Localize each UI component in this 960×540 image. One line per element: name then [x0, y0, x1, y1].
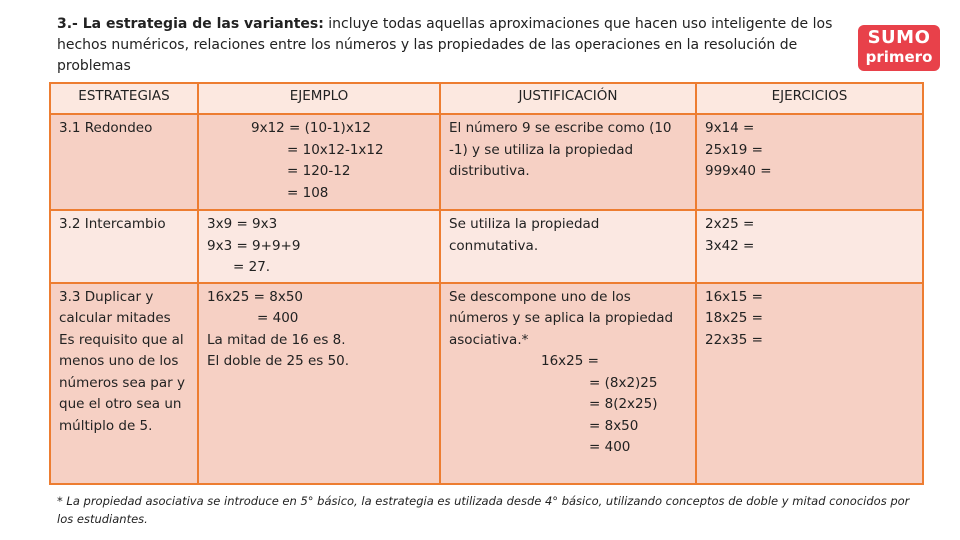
strategy-line: 3.3 Duplicar y — [59, 288, 154, 305]
strategy-text: 3.1 Redondeo — [59, 120, 153, 136]
justification-line: -1) y se utiliza la propiedad — [449, 141, 634, 158]
example-line: El doble de 25 es 50. — [207, 353, 350, 369]
justification-line: 16x25 = — [541, 353, 599, 369]
page-heading — [57, 14, 847, 77]
justification-line: números y se aplica la propiedad — [449, 310, 674, 326]
strategy-line: calcular mitades — [59, 310, 171, 326]
strategy-cell — [50, 283, 198, 484]
exercise-line: 3x42 = — [705, 237, 755, 254]
justification-cell — [440, 283, 696, 484]
exercise-line: 22x35 = — [705, 331, 763, 348]
example-line: 9x12 = (10-1)x12 — [251, 120, 371, 136]
exercise-line: 16x15 = — [705, 288, 763, 305]
justification-line: El número 9 se escribe como (10 — [449, 120, 672, 136]
justification-line: = 8(2x25) — [589, 396, 658, 412]
strategy-line: múltiplo de 5. — [59, 417, 153, 434]
justification-line: conmutativa. — [449, 237, 539, 254]
table-row — [50, 210, 923, 283]
justification-line: Se descompone uno de los — [449, 288, 631, 305]
example-line: = 120-12 — [287, 163, 351, 179]
strategy-cell — [50, 114, 198, 210]
exercises-cell — [696, 114, 923, 210]
exercises-cell — [696, 283, 923, 484]
justification-cell — [440, 210, 696, 283]
example-line: 9x3 = 9+9+9 — [207, 237, 301, 254]
footnote: * La propiedad asociativa se introduce en 5° básico, la estrategia es utilizada desde 4° básico, utilizando conceptos de doble y mitad conocidos por los estudiantes. — [57, 494, 910, 526]
header-estrategias: ESTRATEGIAS — [50, 83, 198, 114]
example-line: 3x9 = 9x3 — [207, 216, 278, 232]
strategy-line: menos uno de los — [59, 353, 179, 369]
justification-line: = 400 — [589, 439, 631, 455]
justification-line: = (8x2)25 — [589, 374, 658, 391]
sumo-primero-logo — [858, 25, 940, 71]
example-line: = 10x12-1x12 — [287, 141, 384, 158]
table-row — [50, 283, 923, 484]
strategy-text: 3.2 Intercambio — [59, 216, 166, 232]
exercise-line: 18x25 = — [705, 310, 763, 326]
justification-cell — [440, 114, 696, 210]
justification-line: distributiva. — [449, 163, 530, 179]
strategies-table — [49, 82, 924, 485]
example-line: = 400 — [257, 310, 299, 326]
logo-line1: SUMO — [867, 27, 931, 48]
exercises-cell — [696, 210, 923, 283]
header-ejercicios: EJERCICIOS — [696, 83, 923, 114]
example-line: La mitad de 16 es 8. — [207, 331, 346, 348]
justification-line: = 8x50 — [589, 417, 639, 434]
justification-line: Se utiliza la propiedad — [449, 216, 600, 232]
strategy-line: números sea par y — [59, 374, 185, 391]
logo-line2: primero — [865, 48, 933, 66]
strategy-line: Es requisito que al — [59, 331, 184, 348]
heading-text: incluye todas aquellas aproximaciones que hacen uso inteligente de los hechos numéricos, relaciones entre los números y las propiedades de las operaciones en la resolución de problemas — [57, 16, 833, 74]
table-header-row — [50, 83, 923, 114]
example-cell — [198, 283, 440, 484]
example-cell — [198, 210, 440, 283]
exercise-line: 9x14 = — [705, 120, 755, 136]
header-ejemplo: EJEMPLO — [198, 83, 440, 114]
example-line: = 27. — [233, 259, 271, 275]
exercise-line: 999x40 = — [705, 163, 772, 179]
example-line: = 108 — [287, 184, 329, 201]
table-row — [50, 114, 923, 210]
example-cell — [198, 114, 440, 210]
justification-line: asociativa.* — [449, 331, 529, 348]
header-justificacion: JUSTIFICACIÓN — [440, 83, 696, 114]
heading-title: 3.- La estrategia de las variantes: — [57, 16, 324, 32]
strategy-line: que el otro sea un — [59, 396, 182, 412]
example-line: 16x25 = 8x50 — [207, 288, 303, 305]
exercise-line: 2x25 = — [705, 216, 755, 232]
strategy-cell — [50, 210, 198, 283]
exercise-line: 25x19 = — [705, 141, 763, 158]
